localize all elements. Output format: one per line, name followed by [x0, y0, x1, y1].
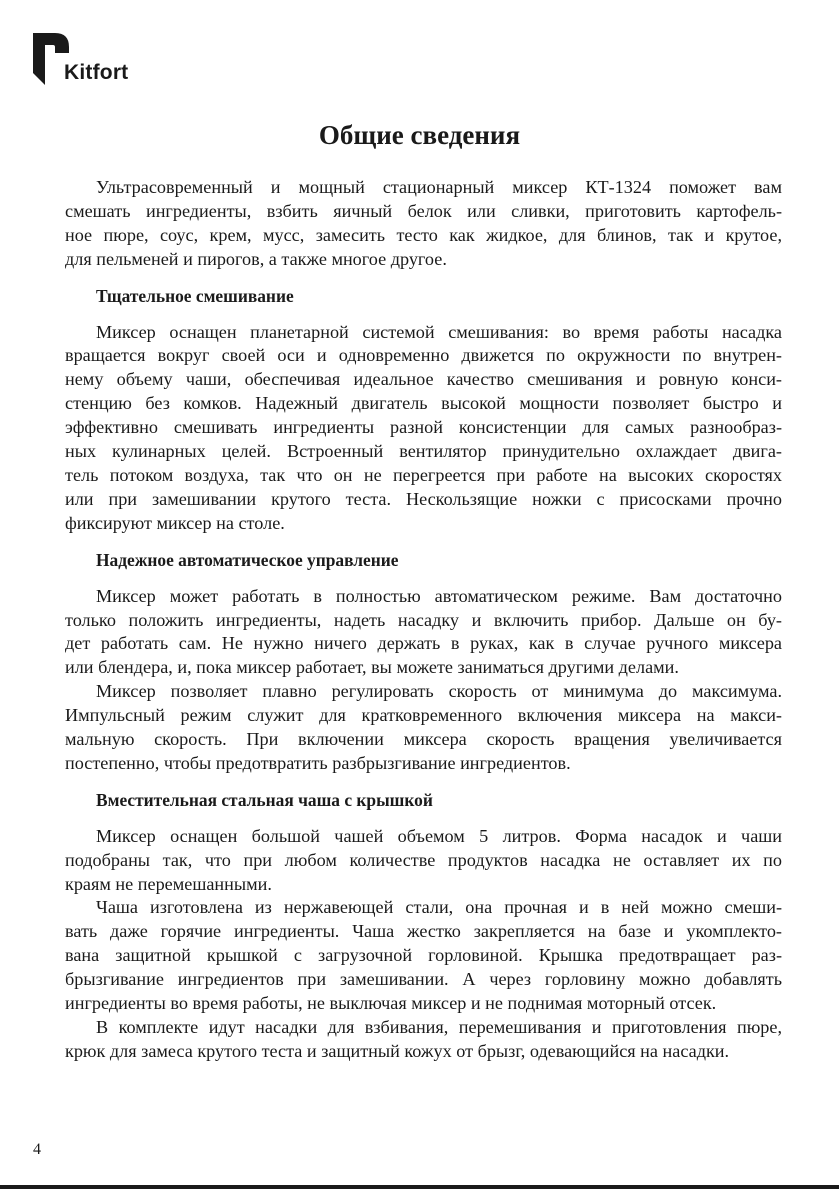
text-line: дет работать сам. Не нужно ничего держать в руках, как в случае ручного миксера	[65, 633, 782, 654]
text-line: ных кулинарных целей. Встроенный вентилятор принудительно охлаждает двига-	[65, 441, 782, 462]
section-paragraph	[65, 1016, 782, 1064]
text-line: или блендера, и, пока миксер работает, вы можете заниматься другими делами.	[65, 657, 679, 678]
text-line: вращается вокруг своей оси и одновременно движется по окружности по внутрен-	[65, 345, 782, 366]
text-line: Чаша изготовлена из нержавеющей стали, она прочная и в ней можно смеши-	[96, 897, 782, 918]
page-number: 4	[33, 1141, 41, 1158]
text-line: стенцию без комков. Надежный двигатель высокой мощности позволяет быстро и	[65, 393, 782, 414]
text-line: брызгивание ингредиентов при замешивании. А через горловину можно добавлять	[65, 969, 782, 990]
text-line: ное пюре, соус, крем, мусс, замесить тесто как жидкое, для блинов, так и крутое,	[65, 224, 782, 245]
section-heading: Тщательное смешивание	[96, 285, 294, 306]
text-line: краям не перемешанными.	[65, 873, 272, 894]
text-line: Миксер оснащен большой чашей объемом 5 литров. Форма насадок и чаши	[96, 825, 782, 846]
section-paragraph	[65, 321, 782, 536]
text-line: Миксер позволяет плавно регулировать скорость от минимума до максимума.	[96, 681, 782, 702]
text-line: эффективно смешивать ингредиенты разной консистенции для самых разнообраз-	[65, 417, 782, 438]
text-line: для пельменей и пирогов, а также многое другое.	[65, 248, 447, 269]
text-line: ингредиенты во время работы, не выключая миксер и не поднимая моторный отсек.	[65, 993, 717, 1014]
page-title: Общие сведения	[318, 120, 521, 150]
section-paragraph	[65, 825, 782, 897]
bottom-divider	[0, 1185, 839, 1189]
document-body	[65, 176, 782, 1064]
intro-paragraph	[65, 176, 782, 272]
text-line: фиксируют миксер на столе.	[65, 512, 285, 533]
logo-text: Kitfort	[64, 61, 129, 84]
section-paragraph	[65, 896, 782, 1016]
section-heading: Вместительная стальная чаша с крышкой	[96, 789, 433, 810]
section-paragraph	[65, 585, 782, 681]
text-line: смешать ингредиенты, взбить яичный белок или сливки, приготовить картофель-	[65, 200, 782, 221]
text-line: Ультрасовременный и мощный стационарный миксер КТ-1324 поможет вам	[96, 177, 782, 197]
section-heading: Надежное автоматическое управление	[96, 549, 399, 570]
text-line: Миксер может работать в полностью автоматическом режиме. Вам достаточно	[96, 585, 782, 606]
text-line: Импульсный режим служит для кратковременного включения миксера на макси-	[65, 705, 782, 726]
text-line: вать даже горячие ингредиенты. Чаша жестко закрепляется на базе и укомплекто-	[65, 921, 782, 942]
text-line: постепенно, чтобы предотвратить разбрызгивание ингредиентов.	[65, 752, 571, 773]
text-line: только положить ингредиенты, надеть насадку и включить прибор. Дальше он бу-	[65, 609, 782, 630]
text-line: вана защитной крышкой с загрузочной горловиной. Крышка предотвращает раз-	[65, 945, 782, 966]
text-line: Миксер оснащен планетарной системой смешивания: во время работы насадка	[96, 321, 782, 342]
text-line: В комплекте идут насадки для взбивания, перемешивания и приготовления пюре,	[96, 1017, 782, 1037]
text-line: нему объему чаши, обеспечивая идеальное качество смешивания и ровную конси-	[65, 369, 782, 390]
section-paragraph	[65, 680, 782, 776]
text-line: тель потоком воздуха, так что он не перегреется при работе на высоких скоростях	[65, 464, 782, 485]
text-line: крюк для замеса крутого теста и защитный кожух от брызг, одевающийся на насадки.	[65, 1040, 730, 1061]
kitfort-logo	[33, 33, 173, 89]
text-line: или при замешивании крутого теста. Нескользящие ножки с присосками прочно	[65, 488, 782, 509]
text-line: подобраны так, что при любом количестве продуктов насадка не оставляет их по	[65, 849, 782, 870]
text-line: мальную скорость. При включении миксера скорость вращения увеличивается	[65, 729, 782, 750]
